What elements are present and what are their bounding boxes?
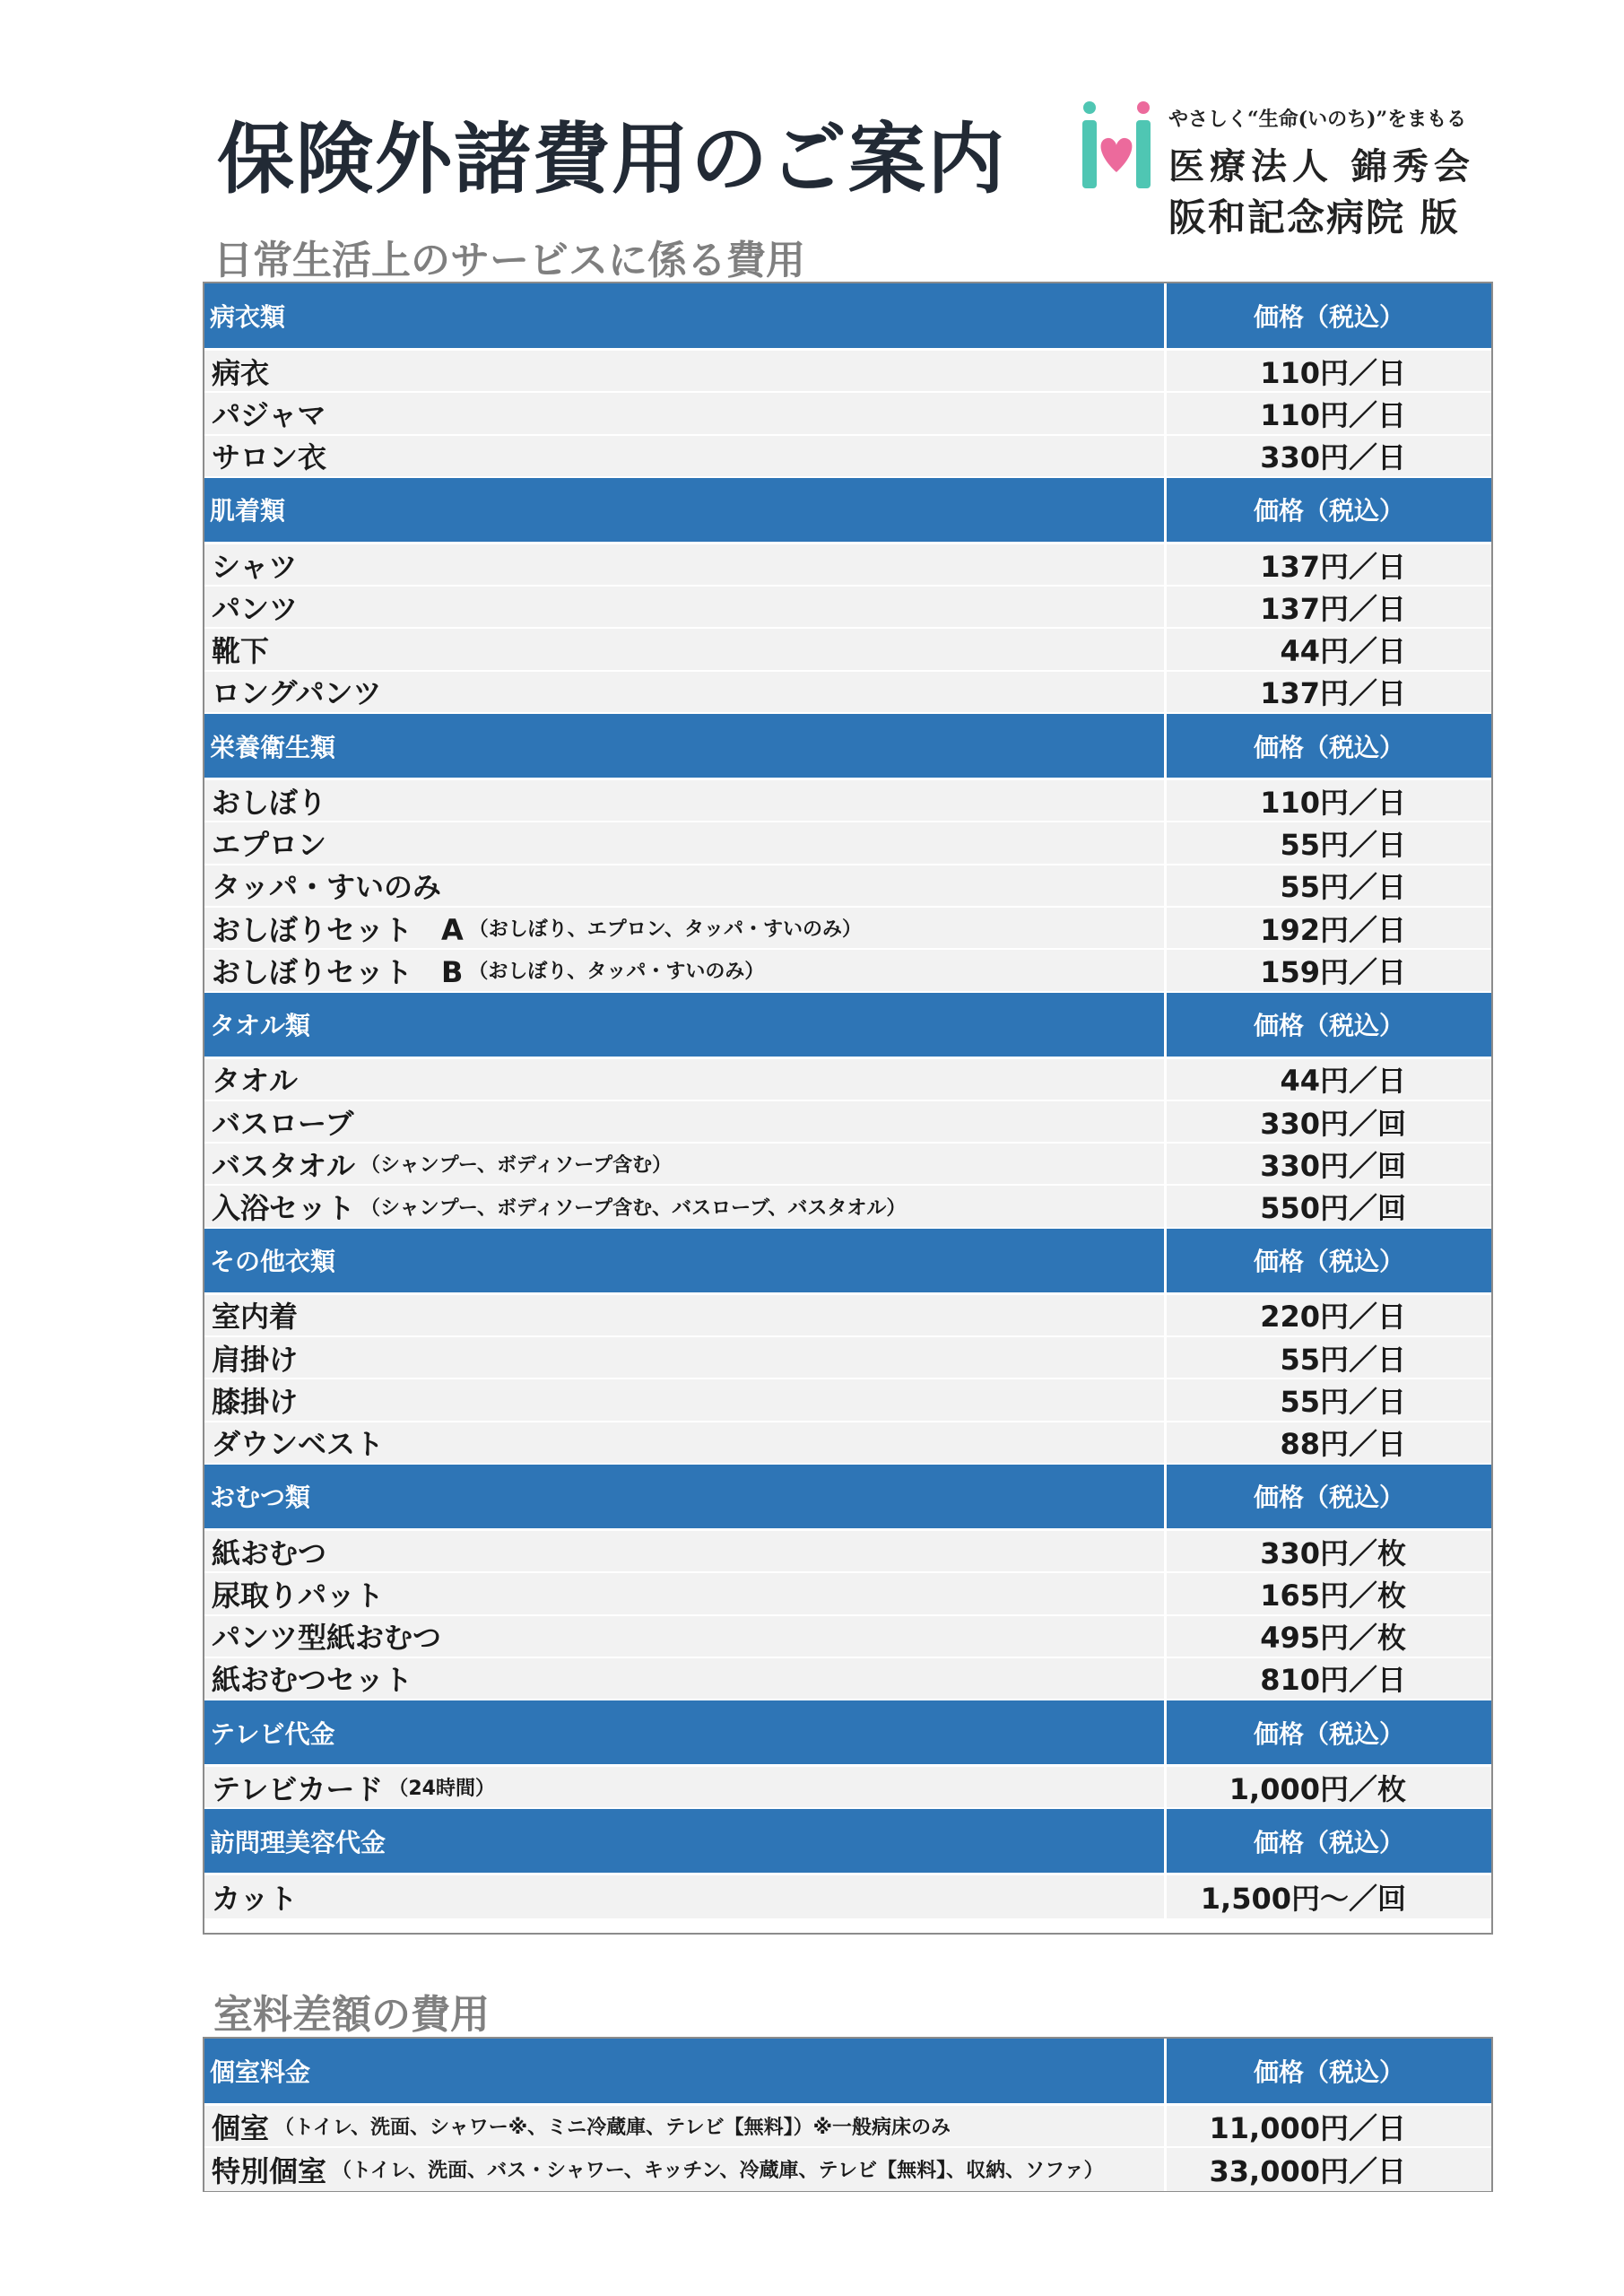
item-name-cell [204, 2106, 1167, 2146]
item-name-cell [204, 1337, 1167, 1378]
item-name-cell [204, 865, 1167, 906]
item-label: サロン衣 [212, 440, 327, 475]
item-name-cell [204, 1767, 1167, 1807]
category-header-row [204, 478, 1491, 544]
item-price: 55円／日 [1280, 870, 1406, 905]
item-price: 33,000円／日 [1209, 2153, 1406, 2188]
item-price: 110円／日 [1260, 355, 1406, 390]
table-row [204, 1531, 1491, 1573]
item-price: 1,000円／枚 [1229, 1771, 1406, 1806]
logo-tagline: やさしく“生命(いのち)”をまもる [1168, 108, 1467, 131]
item-label: シャツ [212, 549, 298, 584]
item-label: 特別個室 [212, 2153, 327, 2188]
item-note: （トイレ、洗面、バス・シャワー、キッチン、冷蔵庫、テレビ【無料】、収納、ソファ） [332, 2160, 1104, 2183]
item-name-cell [204, 1616, 1167, 1657]
item-label: バスタオル [212, 1148, 356, 1183]
category-header-row [204, 1465, 1491, 1531]
item-name-cell [204, 1875, 1167, 1918]
category-name: おむつ類 [204, 1465, 1167, 1528]
table-row [204, 544, 1491, 587]
item-label: 肩掛け [212, 1342, 299, 1377]
table-row [204, 1658, 1491, 1700]
item-name-cell [204, 587, 1167, 627]
item-name-cell [204, 544, 1167, 585]
table-row [204, 1875, 1491, 1918]
item-label: ダウンベスト [212, 1427, 385, 1462]
item-price: 55円／日 [1280, 1385, 1406, 1419]
table-row [204, 1186, 1491, 1228]
item-name-cell [204, 351, 1167, 391]
table-row [204, 2106, 1491, 2148]
item-price: 159円／日 [1260, 954, 1406, 989]
item-name-cell [204, 393, 1167, 433]
item-price: 192円／日 [1260, 912, 1406, 947]
table-row [204, 587, 1491, 629]
item-label: バスローブ [212, 1106, 354, 1141]
item-note: （トイレ、洗面、シャワー※、ミニ冷蔵庫、テレビ【無料】）※一般病床のみ [274, 2117, 951, 2140]
item-label: タッパ・すいのみ [212, 870, 442, 905]
logo-mark-icon [1081, 100, 1152, 190]
daily-services-price-table [203, 282, 1493, 1935]
item-label: 入浴セット [212, 1191, 356, 1226]
item-name-cell [204, 950, 1167, 990]
table-row [204, 1144, 1491, 1186]
item-label: テレビカード [212, 1771, 384, 1806]
category-header-row [204, 993, 1491, 1059]
price-column-header: 価格（税込） [1253, 1011, 1404, 1041]
table-row [204, 436, 1491, 478]
item-price: 165円／枚 [1260, 1578, 1406, 1613]
item-note: （シャンプー、ボディソープ含む） [360, 1154, 673, 1178]
hospital-logo [1081, 100, 1502, 244]
table-row [204, 950, 1491, 992]
item-name-cell [204, 1144, 1167, 1184]
category-name: 病衣類 [204, 283, 1167, 348]
item-name-cell [204, 1379, 1167, 1420]
section-title-daily-services: 日常生活上のサービスに係る費用 [213, 238, 805, 283]
item-name-cell [204, 1059, 1167, 1100]
item-label: 紙おむつセット [212, 1663, 413, 1698]
table-row [204, 1379, 1491, 1422]
table-row [204, 1573, 1491, 1615]
category-header-row [204, 2039, 1491, 2106]
category-name: 訪問理美容代金 [204, 1809, 1167, 1873]
item-name-cell [204, 2148, 1167, 2190]
item-label: パジャマ [212, 397, 326, 432]
item-label: タオル [212, 1064, 299, 1099]
item-note: （おしぼり、エプロン、タッパ・すいのみ） [468, 918, 863, 942]
category-name: その他衣類 [204, 1229, 1167, 1292]
item-label: パンツ [212, 591, 299, 626]
table-row [204, 908, 1491, 950]
item-note: （おしぼり、タッパ・すいのみ） [468, 961, 765, 984]
page-title: 保険外諸費用のご案内 [217, 115, 1006, 204]
price-column-header: 価格（税込） [1253, 1827, 1404, 1857]
category-header-row [204, 283, 1491, 351]
table-row [204, 1616, 1491, 1658]
table-row [204, 351, 1491, 393]
logo-organization: 医療法人 錦秀会 [1168, 145, 1475, 187]
item-price: 44円／日 [1280, 634, 1406, 669]
item-price: 11,000円／日 [1209, 2110, 1406, 2145]
table-row [204, 393, 1491, 435]
item-price: 330円／日 [1260, 440, 1406, 475]
price-column-header: 価格（税込） [1253, 496, 1404, 526]
category-header-row [204, 1700, 1491, 1767]
table-row [204, 1337, 1491, 1379]
item-name-cell [204, 1186, 1167, 1226]
logo-hospital-name: 阪和記念病院 版 [1168, 196, 1460, 239]
table-row [204, 780, 1491, 822]
category-name: 栄養衛生類 [204, 714, 1167, 778]
item-price: 137円／日 [1260, 591, 1406, 626]
item-price: 88円／日 [1280, 1427, 1406, 1462]
item-price: 810円／日 [1260, 1663, 1406, 1698]
item-label: 紙おむつ [212, 1535, 327, 1570]
item-name-cell [204, 1531, 1167, 1571]
item-name-cell [204, 1295, 1167, 1335]
item-label: 室内着 [212, 1300, 299, 1335]
item-label: 膝掛け [212, 1385, 299, 1419]
category-name: テレビ代金 [204, 1700, 1167, 1764]
item-price: 220円／日 [1260, 1300, 1406, 1335]
item-name-cell [204, 780, 1167, 821]
category-name: 個室料金 [204, 2039, 1167, 2103]
item-price: 1,500円～／回 [1200, 1882, 1406, 1917]
item-note: （24時間） [388, 1778, 495, 1801]
price-column-header: 価格（税込） [1253, 732, 1404, 762]
item-label: 病衣 [212, 355, 270, 390]
table-row [204, 672, 1491, 714]
table-row [204, 865, 1491, 908]
table-row [204, 1059, 1491, 1101]
table-row [204, 1767, 1491, 1809]
item-name-cell [204, 822, 1167, 863]
item-name-cell [204, 672, 1167, 712]
item-label: 靴下 [212, 634, 270, 669]
price-column-header: 価格（税込） [1253, 1483, 1404, 1513]
room-charges-price-table [203, 2037, 1493, 2192]
item-label: カット [212, 1882, 298, 1917]
item-name-cell [204, 1658, 1167, 1699]
item-name-cell [204, 908, 1167, 948]
item-label: おしぼりセット A [212, 912, 464, 947]
item-price: 44円／日 [1280, 1064, 1406, 1099]
table-row [204, 2148, 1491, 2190]
category-header-row [204, 1229, 1491, 1295]
item-name-cell [204, 1573, 1167, 1613]
category-header-row [204, 1809, 1491, 1875]
item-label: パンツ型紙おむつ [212, 1621, 442, 1656]
item-label: エプロン [212, 828, 327, 863]
item-price: 495円／枚 [1260, 1621, 1406, 1656]
item-price: 330円／回 [1260, 1148, 1406, 1183]
item-name-cell [204, 1101, 1167, 1142]
item-price: 330円／回 [1260, 1106, 1406, 1141]
table-row [204, 629, 1491, 671]
category-name: タオル類 [204, 993, 1167, 1057]
item-price: 330円／枚 [1260, 1535, 1406, 1570]
item-name-cell [204, 629, 1167, 669]
item-price: 137円／日 [1260, 549, 1406, 584]
item-price: 550円／回 [1260, 1191, 1406, 1226]
price-column-header: 価格（税込） [1253, 1247, 1404, 1277]
category-header-row [204, 714, 1491, 780]
item-name-cell [204, 436, 1167, 476]
section-title-room-charges: 室料差額の費用 [213, 1992, 490, 2038]
item-price: 55円／日 [1280, 828, 1406, 863]
item-note: （シャンプー、ボディソープ含む、バスローブ、バスタオル） [360, 1196, 907, 1220]
item-label: ロングパンツ [212, 676, 382, 711]
price-column-header: 価格（税込） [1253, 302, 1404, 332]
price-column-header: 価格（税込） [1253, 1718, 1404, 1749]
table-row [204, 1101, 1491, 1144]
item-price: 110円／日 [1260, 397, 1406, 432]
item-name-cell [204, 1422, 1167, 1463]
item-price: 55円／日 [1280, 1342, 1406, 1377]
item-label: 尿取りパット [212, 1578, 385, 1613]
item-label: おしぼりセット B [212, 954, 464, 989]
item-price: 110円／日 [1260, 785, 1406, 820]
table-row [204, 822, 1491, 865]
price-column-header: 価格（税込） [1253, 2057, 1404, 2087]
category-name: 肌着類 [204, 478, 1167, 542]
table-row [204, 1422, 1491, 1465]
item-price: 137円／日 [1260, 676, 1406, 711]
item-label: おしぼり [212, 785, 327, 820]
table-row [204, 1295, 1491, 1337]
item-label: 個室 [212, 2110, 270, 2145]
